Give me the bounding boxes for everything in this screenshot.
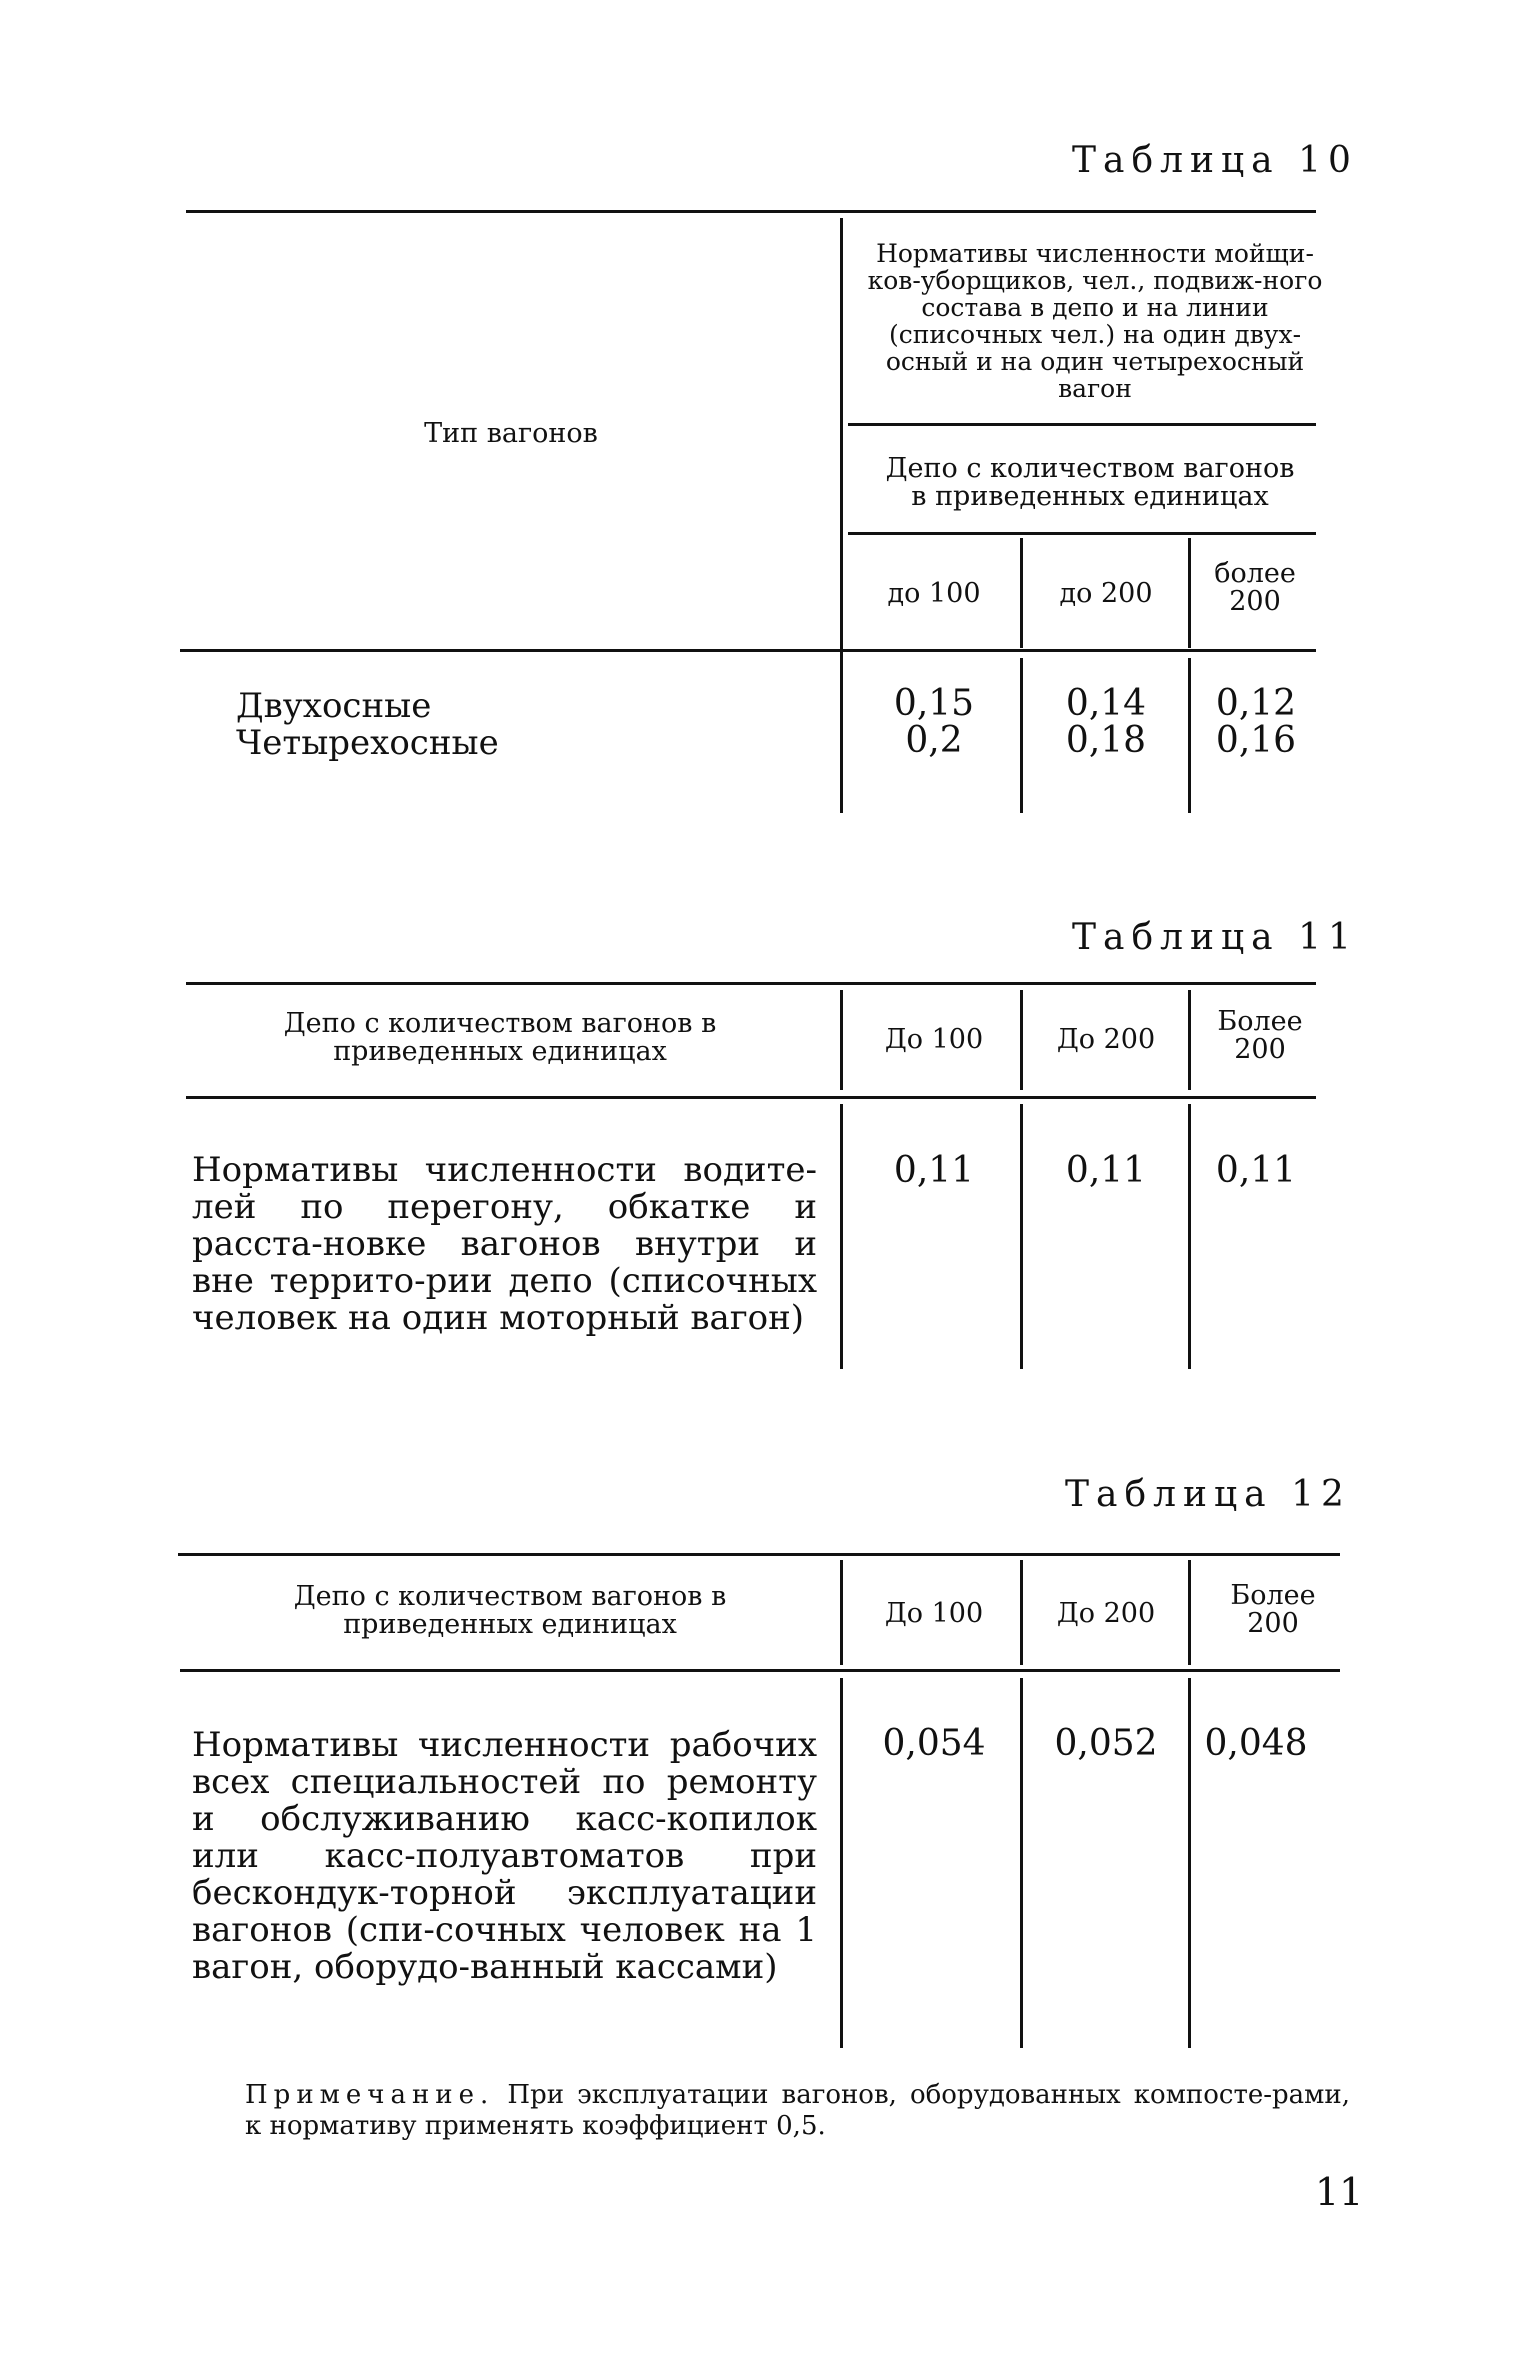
table10-caption: Таблица 10	[1072, 140, 1358, 181]
table11-val1: 0,11	[893, 1150, 975, 1191]
table10-divider	[840, 218, 843, 658]
table10-group-rule	[848, 423, 1316, 426]
table10-row1-val1: 0,15	[893, 683, 975, 724]
table12-header-rule	[180, 1669, 1340, 1672]
table12-col-header-3: Более 200	[1230, 1580, 1316, 1639]
table11-body-col-divider-1	[1020, 1104, 1023, 1369]
table11-row-header: Депо с количеством вагонов в приведенных единицах	[283, 1008, 717, 1067]
table11-body-col-divider-2	[1188, 1104, 1191, 1369]
table10-body-divider	[840, 658, 843, 813]
table10-row2-val2: 0,18	[1065, 720, 1147, 761]
table12-row-label: Нормативы численности рабочих всех специальностей по ремонту и обслуживанию касс-копилок или касс-полуавтоматов при бескондук-торной эксплуатации вагонов (спи-сочных человек на 1 вагон, оборудо-ванный кассами)	[192, 1725, 817, 1987]
table12-val2: 0,052	[1054, 1723, 1158, 1764]
table11-header-rule	[186, 1096, 1316, 1099]
table10-row2-val3: 0,16	[1215, 720, 1297, 761]
table10-row1-val3: 0,12	[1215, 683, 1297, 724]
table10-col-header: Тип вагонов	[424, 418, 598, 449]
table10-body-col-divider-2	[1188, 658, 1191, 813]
table12-col-divider-1	[1020, 1560, 1023, 1665]
table11-col-header-2: До 200	[1056, 1024, 1156, 1055]
table10-col-header-2: до 200	[1059, 578, 1153, 609]
table10-row2-type: Четырехосные	[236, 723, 499, 763]
table12-row-header: Депо с количеством вагонов в приведенных единицах	[293, 1581, 727, 1640]
note-label: Примечание.	[245, 2080, 495, 2110]
table10-col-header-1: до 100	[887, 578, 981, 609]
page-number: 11	[1315, 2170, 1364, 2214]
note	[245, 2080, 1350, 2142]
table11-val2: 0,11	[1065, 1150, 1147, 1191]
table12-divider	[840, 1560, 843, 1665]
table11-caption: Таблица 11	[1072, 917, 1358, 958]
table10-row1-val2: 0,14	[1065, 683, 1147, 724]
table12-col-header-2: До 200	[1056, 1598, 1156, 1629]
table10-col-divider-1	[1020, 538, 1023, 648]
table11-top-rule	[186, 982, 1316, 985]
table11-col-header-1: До 100	[884, 1024, 984, 1055]
table12-caption: Таблица 12	[1065, 1474, 1351, 1515]
table12-body-col-divider-1	[1020, 1678, 1023, 2048]
table10-row2-val1: 0,2	[905, 720, 963, 761]
table11-row-label: Нормативы численности водите-лей по перегону, обкатке и расста-новке вагонов внутри и вне террито-рии депо (списочных человек на один моторный вагон)	[192, 1150, 817, 1338]
table11-val3: 0,11	[1215, 1150, 1297, 1191]
table10-top-rule	[186, 210, 1316, 213]
table11-body-divider	[840, 1104, 843, 1369]
table12-col-header-1: До 100	[884, 1598, 984, 1629]
table11-col-header-3: Более 200	[1217, 1006, 1303, 1065]
table12-body-divider	[840, 1678, 843, 2048]
table10-subgroup-header: Депо с количеством вагонов в приведенных единицах	[885, 453, 1295, 512]
table12-val3: 0,048	[1204, 1723, 1308, 1764]
table11-divider	[840, 990, 843, 1090]
table12-top-rule	[178, 1553, 1340, 1556]
table10-subgroup-rule	[848, 532, 1316, 535]
table10-header-rule	[180, 649, 1316, 652]
table12-body-col-divider-2	[1188, 1678, 1191, 2048]
table11-col-divider-2	[1188, 990, 1191, 1090]
table10-group-header: Нормативы численности мойщи-ков-уборщиков, чел., подвиж-ного состава в депо и на линии (списочных чел.) на один двух-осный и на один четырехосный вагон	[867, 239, 1323, 403]
table12-val1: 0,054	[882, 1723, 986, 1764]
table11-col-divider-1	[1020, 990, 1023, 1090]
note-text: При эксплуатации вагонов, оборудованных компосте-рами, к нормативу применять коэффициент 0,5.	[245, 2080, 1350, 2141]
table12-col-divider-2	[1188, 1560, 1191, 1665]
table10-row1-type: Двухосные	[236, 686, 432, 726]
table10-body-col-divider-1	[1020, 658, 1023, 813]
table10-col-divider-2	[1188, 538, 1191, 648]
table10-col-header-3: более 200	[1214, 558, 1296, 617]
